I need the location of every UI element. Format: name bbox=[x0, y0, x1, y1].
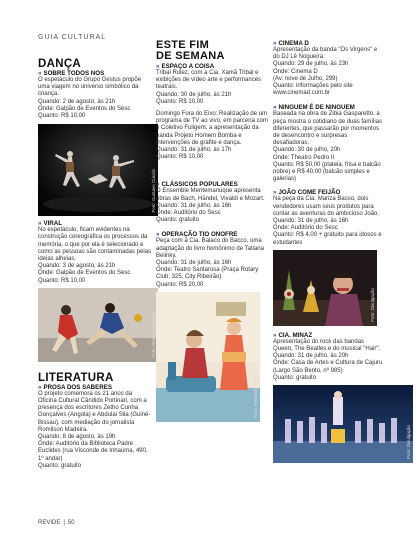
arrow-icon: » bbox=[38, 383, 42, 391]
photo-credit: Foto: Divulgação bbox=[370, 288, 375, 322]
column-events bbox=[273, 40, 411, 463]
operacao-when: Quando: 31 de julho, às 16h bbox=[156, 260, 232, 267]
joao-body: Na peça da Cia. Mariza Basso, dois vendedores usam seus produtos para contar as aventuras do ambicioso João. bbox=[273, 196, 380, 217]
prosa-price: Quanto: gratuito bbox=[38, 462, 82, 469]
viral-where: Onde: Galpão de Eventos do Sesc bbox=[38, 270, 131, 277]
prosa-body: O projeto comemora os 21 anos da Oficina Cultural Cândido Portinari, com a presença dos escritores Zetho Cunha Gonçalves (Angola) e Abdulai Sila (Guiné-Bissau), com mediação do jornalista Romilson Madeira. bbox=[38, 390, 151, 433]
joao-when: Quando: 31 de julho, às 16h bbox=[273, 218, 349, 225]
danca-title: DANÇA bbox=[38, 58, 82, 70]
arrow-icon: » bbox=[156, 181, 160, 189]
viral-photo bbox=[38, 288, 158, 362]
sobre-where: Onde: Galpão de Eventos do Sesc bbox=[38, 105, 131, 112]
dance-performance-image bbox=[38, 124, 158, 216]
photo-credit: Foto: Divulgação bbox=[406, 425, 411, 460]
cinema-where: Onde: Cinema D bbox=[273, 68, 318, 75]
operacao-where: Onde: Teatro Santarosa (Praça Rotary Club, 325, City Ribeirão) bbox=[156, 267, 259, 281]
operacao-price: Quanto: R$ 20,00 bbox=[156, 281, 204, 288]
fim-de-semana-title-line2: DE SEMANA bbox=[156, 50, 225, 62]
arrow-icon: » bbox=[273, 40, 277, 47]
musical-stage-image bbox=[273, 385, 413, 463]
viral-dance-image bbox=[38, 288, 158, 362]
column-danca-literatura bbox=[38, 40, 156, 470]
photo-credit: Foto: Gustavo Cúcolo bbox=[151, 168, 156, 213]
ninguem-when: Quando: 30 de julho, 20h bbox=[273, 147, 341, 154]
prosa-heading: » PROSA DOS SABERES bbox=[38, 383, 112, 391]
theater-play-image bbox=[156, 292, 260, 422]
minaz-when: Quando: 31 de julho, às 20h bbox=[273, 353, 349, 360]
separator: | bbox=[63, 520, 65, 526]
classicos-body: O Ensemble Mentemanuque apresenta obras de Bach, Händel, Vivaldi e Mozart. bbox=[156, 188, 265, 202]
viral-body: No espetáculo, ficam evidentes na construção coreográfica os processos da memória, o que por ela é selecionado e como as pessoas são contaminadas pelas ideias alheias. bbox=[38, 227, 152, 263]
classicos-where: Onde: Auditório do Sesc bbox=[156, 210, 221, 217]
page-footer bbox=[38, 520, 75, 526]
minaz-price: Quanto: gratuito bbox=[273, 374, 317, 381]
page-number: 50 bbox=[67, 520, 75, 526]
cinema-body: Apresentação da banda "Os Virgens" e do DJ Lê Nogueira. bbox=[273, 47, 378, 61]
ninguem-where: Onde: Theatro Pedro II bbox=[273, 154, 335, 161]
sobre-body: O espetáculo do Grupo Gestus propõe uma viagem no universo simbólico da criança. bbox=[38, 77, 142, 98]
joao-photo bbox=[273, 250, 377, 326]
espaco-when: Quando: 30 de julho, às 21h bbox=[156, 91, 232, 98]
section-header: GUIA CULTURAL bbox=[38, 34, 107, 41]
joao-heading: » JOÃO COME FEIJÃO bbox=[273, 189, 341, 197]
espaco-heading: » ESPAÇO A COISA bbox=[156, 63, 215, 70]
espaco-price: Quanto: R$ 10,00 bbox=[156, 98, 204, 105]
photo-credit: Foto: Fernando Stênie bbox=[253, 373, 258, 418]
sobre-photo bbox=[38, 124, 158, 216]
cinema-site-link[interactable]: www.cinemad.com.br bbox=[273, 90, 331, 97]
ninguem-body: Baseada na obra de Zibia Gasparetto, a peça mostra o cotidiano de duas famílias diferentes, que passarão por momentos de desencontro e surpresas desafiadoras. bbox=[273, 111, 383, 147]
joao-price: Quanto: R$ 4,00 + gratuito para idosos e estudantes bbox=[273, 232, 382, 246]
arrow-icon: » bbox=[156, 231, 160, 239]
cinema-price: Quanto: informações pelo site bbox=[273, 83, 353, 90]
viral-price: Quanto: R$ 10,00 bbox=[38, 277, 86, 284]
sobre-price: Quanto: R$ 10,00 bbox=[38, 113, 86, 120]
minaz-heading: » CIA. MINAZ bbox=[273, 331, 313, 339]
minaz-where: Onde: Casa de Artes e Cultura de Cajuru (Largo São Bento, nº 985) bbox=[273, 360, 383, 374]
sobre-heading: » SOBRE TODOS NOS bbox=[38, 70, 105, 77]
arrow-icon: » bbox=[273, 189, 277, 197]
operacao-photo bbox=[156, 292, 260, 422]
prosa-where: Onde: Auditório da Biblioteca Padre Euclides (rua Visconde de Inhaúma, 490, 1º andar) bbox=[38, 441, 148, 462]
photo-credit: Foto: Renato Mangolin bbox=[151, 312, 156, 358]
minaz-photo bbox=[273, 385, 413, 463]
ninguem-heading: » NINGUEM É DE NINGUEM bbox=[273, 104, 355, 112]
arrow-icon: » bbox=[273, 104, 277, 112]
cinema-when: Quando: 29 de julho, às 23h bbox=[273, 61, 349, 68]
classicos-price: Quanto: gratuito bbox=[156, 217, 200, 224]
operacao-body: Peça com a Cia. Balaco do Bacco, uma adaptação do livro homônimo de Tatiana Belinky. bbox=[156, 238, 264, 259]
arrow-icon: » bbox=[38, 70, 42, 77]
arrow-icon: » bbox=[273, 331, 277, 339]
espaco-price2: Quanto: R$ 10,00 bbox=[156, 154, 204, 161]
minaz-body: Apresentação do rock das bandas Queen, The Beatles e do musical "Hair". bbox=[273, 338, 381, 353]
puppet-play-image bbox=[273, 250, 377, 326]
arrow-icon: » bbox=[38, 220, 42, 228]
sobre-when: Quando: 2 de agosto, às 21h bbox=[38, 98, 116, 105]
classicos-heading: » CLÁSSICOS POPULARES bbox=[156, 181, 238, 189]
ninguem-price: Quanto: R$ 50,00 (plateia, frisa e balcão nobre) e R$ 40,00 (balcão simples e galerias) bbox=[273, 161, 381, 183]
fim-de-semana-title-line1: ESTE FIM bbox=[156, 39, 210, 51]
literatura-title: LITERATURA bbox=[38, 371, 114, 384]
viral-heading: » VIRAL bbox=[38, 220, 63, 228]
joao-where: Onde: Auditório do Sesc bbox=[273, 225, 338, 232]
classicos-when: Quando: 31 de julho, às 16h bbox=[156, 202, 232, 209]
magazine-name: REVIDE bbox=[38, 520, 61, 526]
espaco-body: Tribal Rulez, com a Cia. Xamã Tribal e exibições de vídeo arte e performances teatrais. bbox=[156, 70, 262, 91]
operacao-heading: » OPERAÇÃO TIO ONOFRE bbox=[156, 231, 238, 239]
prosa-when: Quando: 8 de agosto, às 19h bbox=[38, 434, 116, 441]
espaco-when2: Quando: 31 de julho, às 17h bbox=[156, 147, 232, 154]
viral-when: Quando: 3 de agosto, às 21h bbox=[38, 263, 116, 270]
cinema-where2: (Av. nove de Julho, 299) bbox=[273, 75, 338, 82]
column-fim-de-semana bbox=[156, 40, 268, 422]
arrow-icon: » bbox=[156, 63, 160, 70]
espaco-body2: Domingo Fora do Eixo: Realização de um programa de TV ao vivo, em parceria com o Coletivo Fuligem, a apresentação da banda Projeto Homem Bomba e intervenções de grafite e dança. bbox=[156, 111, 268, 146]
cinema-heading: » CINEMA D bbox=[273, 40, 309, 47]
